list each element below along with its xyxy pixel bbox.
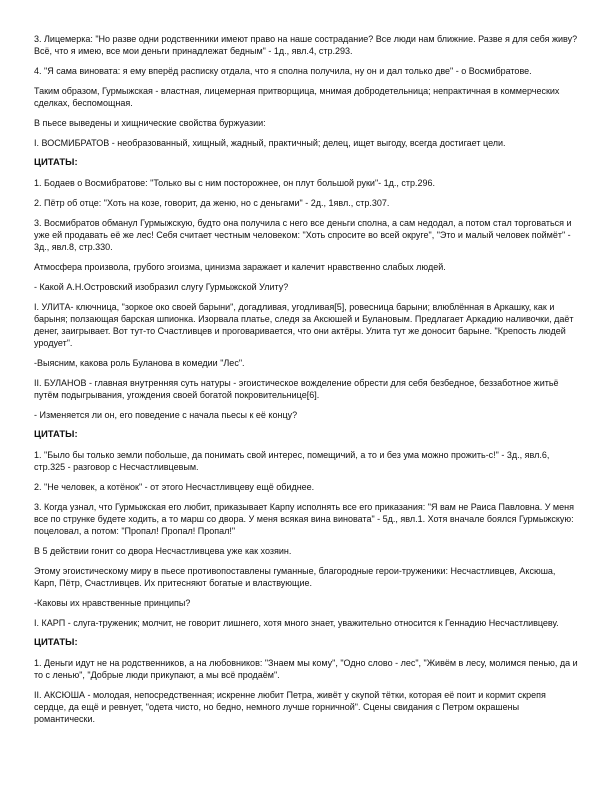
paragraph-question-ulita: - Какой А.Н.Островский изобразил слугу Гурмыжской Улиту? (34, 282, 289, 292)
paragraph-vosmibratov-quote-2: 2. Пётр об отце: "Хоть на козе, говорит, да женю, но с деньгами" - 2д., 1явл., стр.307. (34, 198, 390, 208)
paragraph-bulanov: II. БУЛАНОВ - главная внутренняя суть натуры - эгоистическое вожделение обрести для себя безбедное, беззаботное житьё путём подыгрывания, угождения своей богатой покровительнице[6]. (34, 378, 559, 400)
paragraph-bulanov-quote-2: 2. "Не человек, а котёнок" - от этого Несчастливцеву ещё обиднее. (34, 482, 315, 492)
paragraph-question-change: - Изменяется ли он, его поведение с начала пьесы к её концу? (34, 410, 298, 420)
paragraph-vosmibratov-quote-1: 1. Бодаев о Восмибратове: "Только вы с ним посторожнее, он плут большой руки"- 1д., стр.296. (34, 178, 436, 188)
paragraph-karp: I. КАРП - слуга-труженик; молчит, не говорит лишнего, хотя много знает, уважительно относится к Геннадию Несчастливцеву. (34, 618, 559, 628)
paragraph-question-bulanov: -Выясним, какова роль Буланова в комедии "Лес". (34, 358, 245, 368)
paragraph-atmosphere: Атмосфера произвола, грубого эгоизма, цинизма заражает и калечит нравственно слабых людей. (34, 262, 446, 272)
paragraph-aksyusha: II. АКСЮША - молодая, непосредственная; искренне любит Петра, живёт у скупой тётки, которая её поит и кормит скрепя сердце, да ещё и ревнует, "одета чисто, но бедно, немного лучше горничной". Сцены свидания с Петром окрашены романтически. (34, 690, 546, 724)
paragraph-bourgeoisie-intro: В пьесе выведены и хищнические свойства буржуазии: (34, 118, 266, 128)
paragraph-quote-3-hypocrite: 3. Лицемерка: "Но разве одни родственники имеют право на наше сострадание? Все люди нам ближние. Разве я для себя живу? Всё, что я имею, все мои деньги принадлежат бедным" - 1д., явл.4, стр.293. (34, 34, 578, 56)
paragraph-gurmyzhskaya-summary: Таким образом, Гурмыжская - властная, лицемерная притворщица, мнимая добродетельница; непрактичная в коммерческих сделках, беспомощная. (34, 86, 560, 108)
paragraph-vosmibratov-quote-3: 3. Восмибратов обманул Гурмыжскую, будто она получила с него все деньги сполна, а сам недодал, а потом стал торговаться и уже ей продавать её же лес! Себя считает честным человеком: "Хоть спросите во всей округе", "Это и малый человек поймёт" - 3д., явл.8, стр.330. (34, 218, 572, 252)
paragraph-quote-4-own-fault: 4. "Я сама виновата: я ему вперёд расписку отдала, что я сполна получила, ну он и дал только две" - о Восмибратове. (34, 66, 532, 76)
quotes-heading: ЦИТАТЫ: (34, 637, 78, 648)
paragraph-act5: В 5 действии гонит со двора Несчастливцева уже как хозяин. (34, 546, 292, 556)
paragraph-vosmibratov: I. ВОСМИБРАТОВ - необразованный, хищный, жадный, практичный; делец, ищет выгоду, всегда достигает цели. (34, 138, 506, 148)
paragraph-ulita: I. УЛИТА- ключница, "зоркое око своей барыни", догадливая, угодливая[5], ровесница барыни; влюблённая в Аркашку, как и барыня; ползающая барская шпионка. Изорвала платье, следя за Аксюшей и Булановым. Предлагает Аркадию наливочки, даёт денег, заигрывает. Вот тут-то Счастливцев и проговаривается, что они актёры. Улита тут же доносит барыне. "Крепость людей уродует". (34, 302, 574, 348)
document-page (34, 33, 580, 733)
paragraph-bulanov-quote-3: 3. Когда узнал, что Гурмыжская его любит, приказывает Карпу исполнять все его приказания: "Я вам не Раиса Павловна. У меня все по струнке будете ходить, а то марш со двора. У меня всякая вина виновата" - 5д., явл.1. Хотя вначале боялся Гурмыжскую: поцеловал, а потом: "Пропал! Пропал! Пропал!" (34, 502, 574, 536)
paragraph-karp-quote-1: 1. Деньги идут не на родственников, а на любовников: "Знаем мы кому", "Одно слово - лес", "Живём в лесу, молимся пенью, да и то с ленью", "Добрые люди прикупают, а мы всё продаём". (34, 658, 578, 680)
quotes-heading: ЦИТАТЫ: (34, 157, 78, 168)
paragraph-question-principles: -Каковы их нравственные принципы? (34, 598, 191, 608)
quotes-heading: ЦИТАТЫ: (34, 429, 78, 440)
paragraph-bulanov-quote-1: 1. "Было бы только земли побольше, да понимать свой интерес, помещичий, а то и без ума можно прожить-с!" - 3д., явл.6, стр.325 - разговор с Несчастливцевым. (34, 450, 550, 472)
paragraph-humane-heroes: Этому эгоистическому миру в пьесе противопоставлены гуманные, благородные герои-труженики: Несчастливцев, Аксюша, Карп, Пётр, Счастливцев. Их притесняют богатые и властвующие. (34, 566, 556, 588)
